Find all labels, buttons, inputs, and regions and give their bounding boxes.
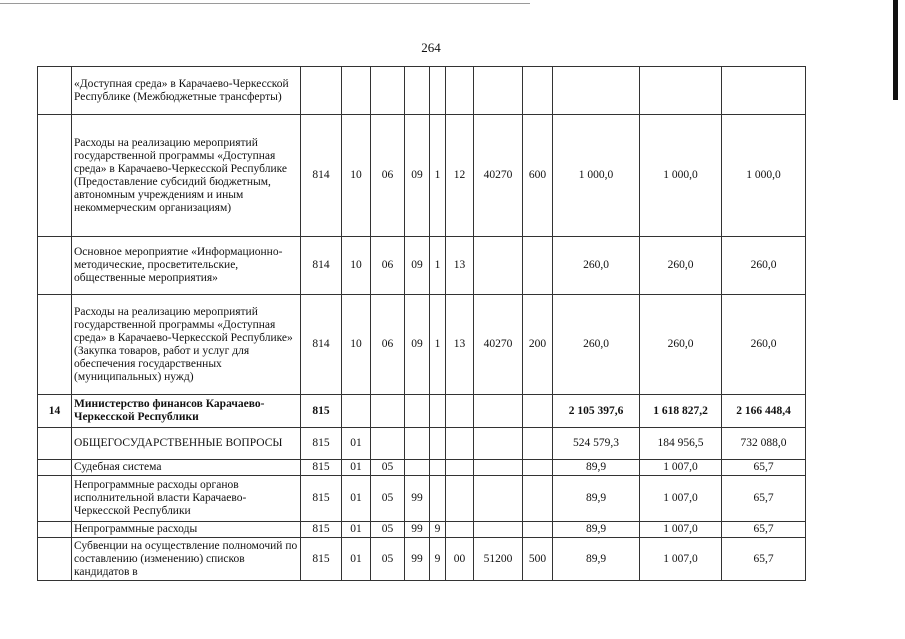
expense-type-code bbox=[523, 237, 553, 295]
table-row bbox=[38, 115, 806, 237]
direction-code bbox=[474, 237, 523, 295]
direction-code bbox=[474, 476, 523, 522]
amount-year-1: 89,9 bbox=[553, 476, 640, 522]
direction-code bbox=[474, 522, 523, 538]
amount-year-2: 184 956,5 bbox=[640, 428, 722, 460]
subsection-code: 06 bbox=[371, 237, 405, 295]
table-row bbox=[38, 295, 806, 395]
row-name: Непрограммные расходы bbox=[72, 522, 301, 538]
amount-year-3: 260,0 bbox=[722, 295, 806, 395]
direction-code: 40270 bbox=[474, 295, 523, 395]
row-index bbox=[38, 67, 72, 115]
row-index bbox=[38, 538, 72, 581]
amount-year-2: 1 007,0 bbox=[640, 522, 722, 538]
row-name: ОБЩЕГОСУДАРСТВЕННЫЕ ВОПРОСЫ bbox=[72, 428, 301, 460]
amount-year-1: 260,0 bbox=[553, 237, 640, 295]
row-index bbox=[38, 295, 72, 395]
admin-code: 815 bbox=[301, 460, 342, 476]
row-index bbox=[38, 115, 72, 237]
program-code: 09 bbox=[405, 237, 430, 295]
program-code bbox=[405, 460, 430, 476]
amount-year-3: 65,7 bbox=[722, 476, 806, 522]
subprogram-code bbox=[430, 67, 446, 115]
table-row bbox=[38, 460, 806, 476]
row-index: 14 bbox=[38, 395, 72, 428]
expense-type-code bbox=[523, 476, 553, 522]
section-code: 10 bbox=[342, 295, 371, 395]
event-code: 13 bbox=[446, 295, 474, 395]
program-code: 09 bbox=[405, 295, 430, 395]
expense-type-code bbox=[523, 428, 553, 460]
amount-year-3: 1 000,0 bbox=[722, 115, 806, 237]
table-body bbox=[38, 67, 806, 581]
admin-code: 814 bbox=[301, 295, 342, 395]
direction-code bbox=[474, 428, 523, 460]
amount-year-2: 1 007,0 bbox=[640, 460, 722, 476]
program-code: 09 bbox=[405, 115, 430, 237]
event-code bbox=[446, 67, 474, 115]
amount-year-2: 1 007,0 bbox=[640, 538, 722, 581]
table-row bbox=[38, 476, 806, 522]
section-code: 10 bbox=[342, 237, 371, 295]
subsection-code: 05 bbox=[371, 460, 405, 476]
program-code: 99 bbox=[405, 538, 430, 581]
subsection-code: 06 bbox=[371, 295, 405, 395]
admin-code: 815 bbox=[301, 522, 342, 538]
direction-code bbox=[474, 395, 523, 428]
section-code: 01 bbox=[342, 538, 371, 581]
direction-code bbox=[474, 460, 523, 476]
subsection-code: 05 bbox=[371, 522, 405, 538]
event-code bbox=[446, 428, 474, 460]
expense-type-code bbox=[523, 460, 553, 476]
amount-year-3: 65,7 bbox=[722, 522, 806, 538]
subprogram-code bbox=[430, 476, 446, 522]
subsection-code bbox=[371, 395, 405, 428]
amount-year-1: 260,0 bbox=[553, 295, 640, 395]
subprogram-code: 1 bbox=[430, 115, 446, 237]
section-code: 01 bbox=[342, 476, 371, 522]
amount-year-3: 65,7 bbox=[722, 538, 806, 581]
budget-table bbox=[37, 66, 806, 581]
table-row bbox=[38, 395, 806, 428]
table-row bbox=[38, 428, 806, 460]
admin-code: 814 bbox=[301, 237, 342, 295]
subprogram-code bbox=[430, 460, 446, 476]
expense-type-code: 200 bbox=[523, 295, 553, 395]
subprogram-code bbox=[430, 395, 446, 428]
amount-year-2: 1 007,0 bbox=[640, 476, 722, 522]
subsection-code: 05 bbox=[371, 476, 405, 522]
amount-year-1: 89,9 bbox=[553, 538, 640, 581]
amount-year-2: 1 618 827,2 bbox=[640, 395, 722, 428]
table-row bbox=[38, 522, 806, 538]
admin-code: 815 bbox=[301, 395, 342, 428]
row-index bbox=[38, 428, 72, 460]
row-name: Расходы на реализацию мероприятий государственной программы «Доступная среда» в Карачаево-Черкесской Республике» (Закупка товаров, работ и услуг для обеспечения государственных (муниципальных) нужд) bbox=[72, 295, 301, 395]
amount-year-3 bbox=[722, 67, 806, 115]
amount-year-3: 260,0 bbox=[722, 237, 806, 295]
event-code: 00 bbox=[446, 538, 474, 581]
admin-code: 815 bbox=[301, 476, 342, 522]
row-name: Субвенции на осуществление полномочий по составлению (изменению) списков кандидатов в bbox=[72, 538, 301, 581]
amount-year-1: 2 105 397,6 bbox=[553, 395, 640, 428]
amount-year-3: 2 166 448,4 bbox=[722, 395, 806, 428]
section-code: 01 bbox=[342, 428, 371, 460]
subsection-code bbox=[371, 67, 405, 115]
section-code bbox=[342, 395, 371, 428]
amount-year-1: 1 000,0 bbox=[553, 115, 640, 237]
program-code: 99 bbox=[405, 522, 430, 538]
section-code bbox=[342, 67, 371, 115]
event-code bbox=[446, 395, 474, 428]
admin-code bbox=[301, 67, 342, 115]
subprogram-code bbox=[430, 428, 446, 460]
expense-type-code bbox=[523, 522, 553, 538]
subsection-code bbox=[371, 428, 405, 460]
row-name: Основное мероприятие «Информационно-методические, просветительские, общественные мероприятия» bbox=[72, 237, 301, 295]
expense-type-code bbox=[523, 67, 553, 115]
table-row bbox=[38, 237, 806, 295]
section-code: 01 bbox=[342, 460, 371, 476]
event-code bbox=[446, 460, 474, 476]
page-number: 264 bbox=[421, 40, 441, 55]
scan-edge-mark bbox=[893, 0, 898, 100]
program-code bbox=[405, 67, 430, 115]
admin-code: 814 bbox=[301, 115, 342, 237]
direction-code: 40270 bbox=[474, 115, 523, 237]
event-code: 12 bbox=[446, 115, 474, 237]
program-code bbox=[405, 428, 430, 460]
section-code: 10 bbox=[342, 115, 371, 237]
direction-code: 51200 bbox=[474, 538, 523, 581]
admin-code: 815 bbox=[301, 538, 342, 581]
subprogram-code: 1 bbox=[430, 237, 446, 295]
row-index bbox=[38, 522, 72, 538]
row-name: «Доступная среда» в Карачаево-Черкесской Республике (Межбюджетные трансферты) bbox=[72, 67, 301, 115]
amount-year-1 bbox=[553, 67, 640, 115]
amount-year-3: 65,7 bbox=[722, 460, 806, 476]
program-code bbox=[405, 395, 430, 428]
row-name: Судебная система bbox=[72, 460, 301, 476]
scan-top-rule bbox=[0, 3, 530, 4]
section-code: 01 bbox=[342, 522, 371, 538]
amount-year-1: 89,9 bbox=[553, 460, 640, 476]
row-index bbox=[38, 237, 72, 295]
amount-year-1: 89,9 bbox=[553, 522, 640, 538]
expense-type-code: 600 bbox=[523, 115, 553, 237]
expense-type-code: 500 bbox=[523, 538, 553, 581]
amount-year-3: 732 088,0 bbox=[722, 428, 806, 460]
row-index bbox=[38, 460, 72, 476]
table-row bbox=[38, 538, 806, 581]
admin-code: 815 bbox=[301, 428, 342, 460]
event-code bbox=[446, 476, 474, 522]
amount-year-2: 1 000,0 bbox=[640, 115, 722, 237]
expense-type-code bbox=[523, 395, 553, 428]
subsection-code: 06 bbox=[371, 115, 405, 237]
subprogram-code: 9 bbox=[430, 538, 446, 581]
row-index bbox=[38, 476, 72, 522]
subprogram-code: 1 bbox=[430, 295, 446, 395]
amount-year-1: 524 579,3 bbox=[553, 428, 640, 460]
event-code: 13 bbox=[446, 237, 474, 295]
row-name: Непрограммные расходы органов исполнительной власти Карачаево-Черкесской Республики bbox=[72, 476, 301, 522]
amount-year-2 bbox=[640, 67, 722, 115]
row-name: Расходы на реализацию мероприятий государственной программы «Доступная среда» в Карачаево-Черкесской Республике (Предоставление субсидий бюджетным, автономным учреждениям и иным некоммерческим организациям) bbox=[72, 115, 301, 237]
row-name: Министерство финансов Карачаево-Черкесской Республики bbox=[72, 395, 301, 428]
event-code bbox=[446, 522, 474, 538]
program-code: 99 bbox=[405, 476, 430, 522]
table-row bbox=[38, 67, 806, 115]
subsection-code: 05 bbox=[371, 538, 405, 581]
amount-year-2: 260,0 bbox=[640, 295, 722, 395]
direction-code bbox=[474, 67, 523, 115]
amount-year-2: 260,0 bbox=[640, 237, 722, 295]
subprogram-code: 9 bbox=[430, 522, 446, 538]
